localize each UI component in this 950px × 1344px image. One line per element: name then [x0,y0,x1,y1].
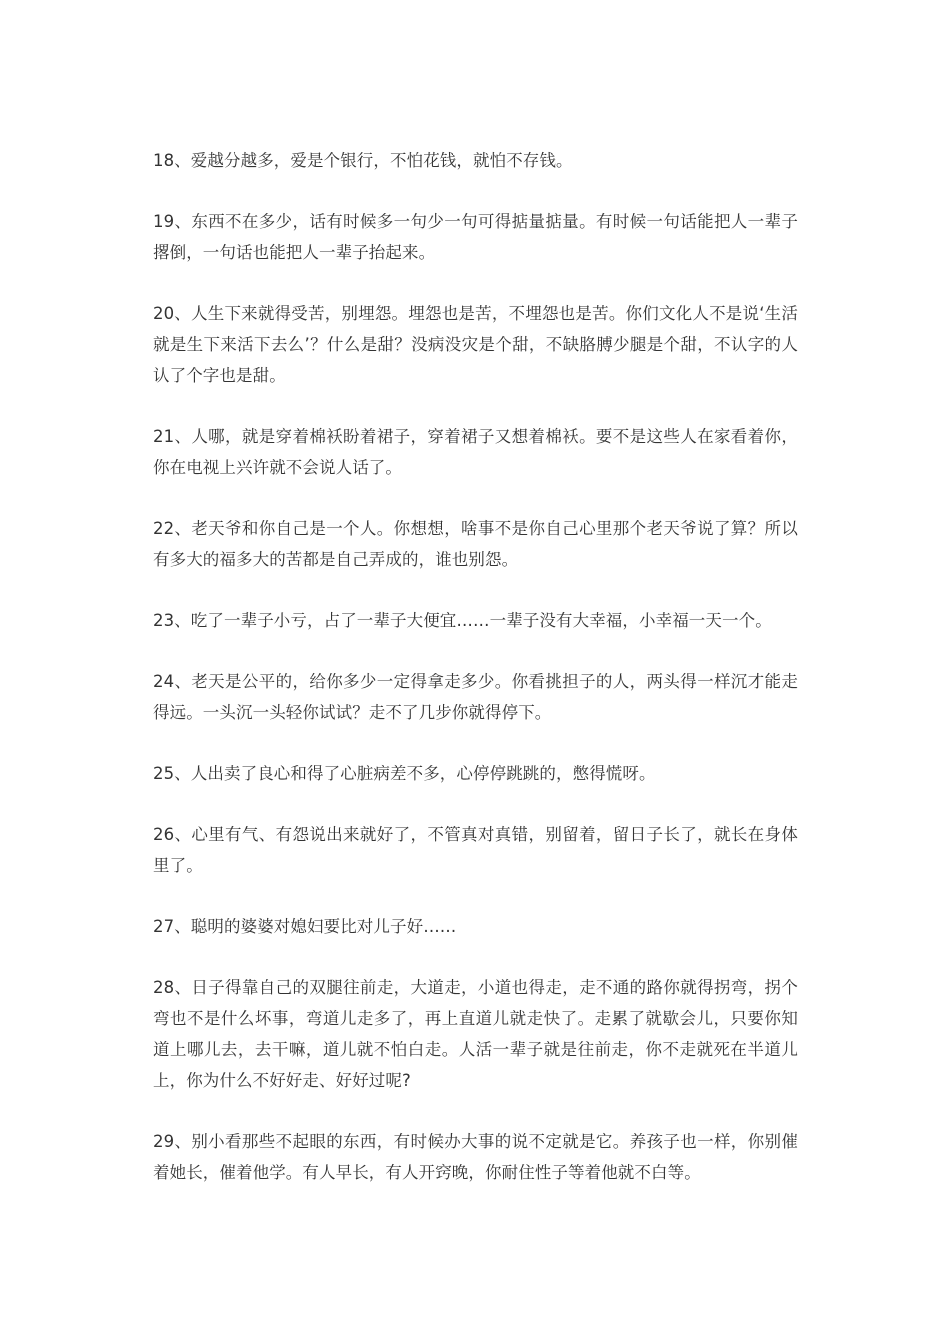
quote-paragraph-20: 20、人生下来就得受苦，别埋怨。埋怨也是苦，不埋怨也是苦。你们文化人不是说‘生活就是生下来活下去么’？什么是甜？没病没灾是个甜，不缺胳膊少腿是个甜，不认字的人认了个字也是甜。 [153,304,798,385]
quote-paragraph-19: 19、东西不在多少，话有时候多一句少一句可得掂量掂量。有时候一句话能把人一辈子撂倒，一句话也能把人一辈子抬起来。 [153,212,798,262]
document-body [153,145,798,1218]
quote-paragraph-21: 21、人哪，就是穿着棉袄盼着裙子，穿着裙子又想着棉袄。要不是这些人在家看着你，你在电视上兴许就不会说人话了。 [153,427,798,477]
quote-paragraph-29: 29、别小看那些不起眼的东西，有时候办大事的说不定就是它。养孩子也一样，你别催着她长，催着他学。有人早长，有人开窍晚，你耐住性子等着他就不白等。 [153,1132,798,1182]
quote-paragraph-25: 25、人出卖了良心和得了心脏病差不多，心停停跳跳的，憋得慌呀。 [153,764,656,783]
quote-paragraph-28: 28、日子得靠自己的双腿往前走，大道走，小道也得走，走不通的路你就得拐弯，拐个弯也不是什么坏事，弯道儿走多了，再上直道儿就走快了。走累了就歇会儿，只要你知道上哪儿去，去干嘛，道儿就不怕白走。人活一辈子就是往前走，你不走就死在半道儿上，你为什么不好好走、好好过呢? [153,978,798,1090]
quote-paragraph-27: 27、聪明的婆婆对媳妇要比对儿子好…… [153,917,457,936]
quote-paragraph-22: 22、老天爷和你自己是一个人。你想想，啥事不是你自己心里那个老天爷说了算？所以有多大的福多大的苦都是自己弄成的，谁也别怨。 [153,519,798,569]
quote-paragraph-24: 24、老天是公平的，给你多少一定得拿走多少。你看挑担子的人，两头得一样沉才能走得远。一头沉一头轻你试试？走不了几步你就得停下。 [153,672,798,722]
quote-paragraph-18: 18、爱越分越多，爱是个银行，不怕花钱，就怕不存钱。 [153,151,573,170]
quote-paragraph-23: 23、吃了一辈子小亏，占了一辈子大便宜……一辈子没有大幸福，小幸福一天一个。 [153,611,772,630]
quote-paragraph-26: 26、心里有气、有怨说出来就好了，不管真对真错，别留着，留日子长了，就长在身体里了。 [153,825,798,875]
